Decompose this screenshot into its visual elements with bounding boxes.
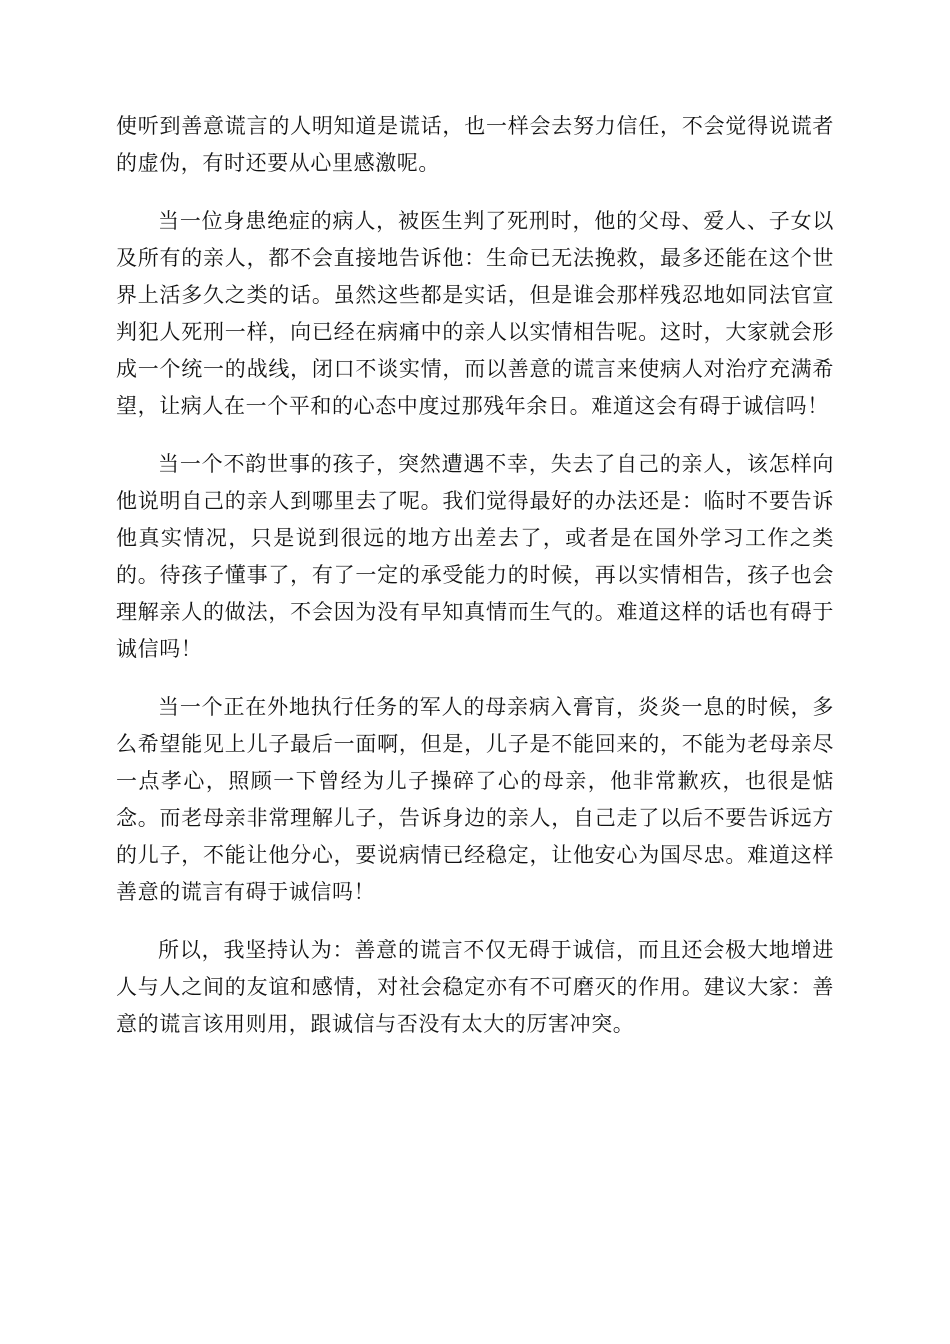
paragraph-terminal-patient: 当一位身患绝症的病人，被医生判了死刑时，他的父母、爱人、子女以及所有的亲人，都不会直接地告诉他：生命已无法挽救，最多还能在这个世界上活多久之类的话。虽然这些都是实话，但是谁会那样残忍地如同法官宣判犯人死刑一样，向已经在病痛中的亲人以实情相告呢。这时，大家就会形成一个统一的战线，闭口不谈实情，而以善意的谎言来使病人对治疗充满希望，让病人在一个平和的心态中度过那残年余日。难道这会有碍于诚信吗！: [116, 209, 834, 418]
document-body: [116, 108, 834, 1064]
paragraph-child: 当一个不韵世事的孩子，突然遭遇不幸，失去了自己的亲人，该怎样向他说明自己的亲人到哪里去了呢。我们觉得最好的办法还是：临时不要告诉他真实情况，只是说到很远的地方出差去了，或者是在国外学习工作之类的。待孩子懂事了，有了一定的承受能力的时候，再以实情相告，孩子也会理解亲人的做法，不会因为没有早知真情而生气的。难道这样的话也有碍于诚信吗！: [116, 452, 834, 661]
paragraph-continuation: 使听到善意谎言的人明知道是谎话，也一样会去努力信任，不会觉得说谎者的虚伪，有时还要从心里感激呢。: [116, 114, 834, 175]
paragraph-soldier-mother: 当一个正在外地执行任务的军人的母亲病入膏肓，炎炎一息的时候，多么希望能见上儿子最后一面啊，但是，儿子是不能回来的，不能为老母亲尽一点孝心，照顾一下曾经为儿子操碎了心的母亲，他非常歉疚，也很是惦念。而老母亲非常理解儿子，告诉身边的亲人，自己走了以后不要告诉远方的儿子，不能让他分心，要说病情已经稳定，让他安心为国尽忠。难道这样善意的谎言有碍于诚信吗！: [116, 695, 834, 904]
paragraph-conclusion: 所以，我坚持认为：善意的谎言不仅无碍于诚信，而且还会极大地增进人与人之间的友谊和感情，对社会稳定亦有不可磨灭的作用。建议大家：善意的谎言该用则用，跟诚信与否没有太大的厉害冲突。: [116, 938, 834, 1036]
